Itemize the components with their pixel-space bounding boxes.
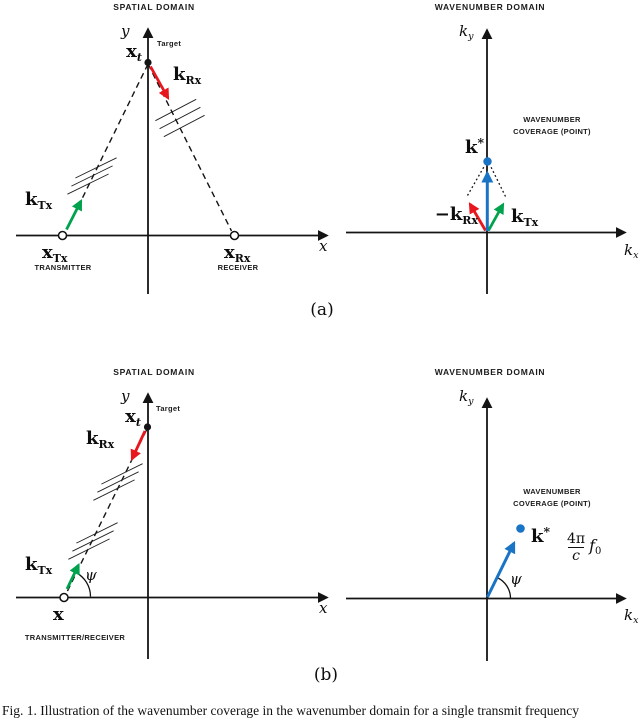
b-transceiver-note: TRANSMITTER/RECEIVER (24, 633, 126, 642)
a-ky-axis-label: $k_y$ (459, 22, 474, 42)
b-upper-wavefront-hatches (93, 464, 142, 501)
a-parallelogram-right (490, 165, 506, 197)
b-wavenumber-header: WAVENUMBER DOMAIN (434, 367, 546, 377)
a-wavenumber-header: WAVENUMBER DOMAIN (434, 2, 546, 12)
b-psi-wn-label: ψ (510, 570, 522, 588)
a-transmitter-note: TRANSMITTER (34, 263, 92, 272)
a-transmitter-marker (59, 232, 67, 240)
b-k-tx-arrow (67, 565, 79, 589)
a-kx-axis-label: $k_x$ (624, 241, 639, 261)
a-rx-wavefront-hatches (155, 99, 204, 136)
subfigure-a-tag: (a) (310, 300, 334, 320)
a-target-note: Target (157, 39, 182, 48)
a-parallelogram-left (468, 165, 486, 196)
b-x-pos-label: x (53, 604, 64, 625)
a-x-tx-label: $x_{Tx}$ (42, 242, 68, 265)
a-target-rx-path (148, 64, 232, 231)
a-k-rx-label: $k_{Rx}$ (173, 64, 202, 87)
a-neg-k-rx-label: $-k_{Rx}$ (434, 204, 478, 227)
a-k-tx-label: $k_{Tx}$ (25, 189, 53, 212)
b-psi-wn-angle-arc (497, 578, 510, 599)
a-x-axis-label: x (319, 237, 328, 255)
b-k-magnitude-label (567, 531, 601, 564)
b-magnitude-fraction: $\frac{4\pi}{c}$ (567, 531, 586, 565)
b-k-star-label: k* (531, 524, 551, 547)
b-spatial-header: SPATIAL DOMAIN (113, 367, 195, 377)
b-target-note: Target (156, 404, 181, 413)
a-coverage-point-dot (483, 157, 491, 165)
b-k-tx-label: $k_{Tx}$ (25, 554, 53, 577)
a-receiver-marker (231, 232, 239, 240)
a-y-axis-label: y (121, 22, 130, 40)
b-lower-wavefront-hatches (68, 523, 117, 560)
b-wavenumber-panel (346, 399, 625, 661)
b-kx-axis-label: $k_x$ (624, 606, 639, 626)
a-k-tx-wn-arrow (489, 205, 504, 231)
b-magnitude-coefficient: f0 (589, 536, 602, 558)
a-coverage-note: WAVENUMBER COVERAGE (POINT) (513, 115, 591, 136)
figure-caption: Fig. 1. Illustration of the wavenumber coverage in the wavenumber domain for a single transmit frequency (2, 703, 579, 718)
a-target-dot (144, 59, 151, 66)
b-transceiver-marker (60, 594, 68, 602)
b-k-rx-label: $k_{Rx}$ (86, 428, 115, 451)
a-k-tx-arrow (67, 201, 82, 230)
b-k-rx-arrow (132, 431, 145, 459)
b-ky-axis-label: $k_y$ (459, 387, 474, 407)
a-target-label: $x_t$ (126, 41, 142, 64)
b-psi-label: ψ (85, 566, 97, 584)
a-spatial-header: SPATIAL DOMAIN (113, 2, 195, 12)
a-tx-wavefront-hatches (67, 158, 116, 194)
subfigure-b-tag: (b) (313, 665, 339, 685)
a-k-tx-wn-label: $k_{Tx}$ (511, 206, 539, 229)
a-x-rx-label: $x_{Rx}$ (224, 242, 251, 265)
b-target-label: $x_t$ (125, 406, 141, 429)
b-y-axis-label: y (121, 387, 130, 405)
a-k-star-label: k* (464, 135, 484, 158)
b-coverage-point-dot (516, 524, 525, 533)
b-coverage-note: WAVENUMBER COVERAGE (POINT) (513, 487, 591, 508)
b-target-dot (144, 423, 151, 430)
b-x-axis-label: x (319, 599, 328, 617)
a-k-rx-arrow (151, 67, 169, 99)
a-receiver-note: RECEIVER (217, 263, 259, 272)
a-wavenumber-panel (346, 30, 625, 294)
